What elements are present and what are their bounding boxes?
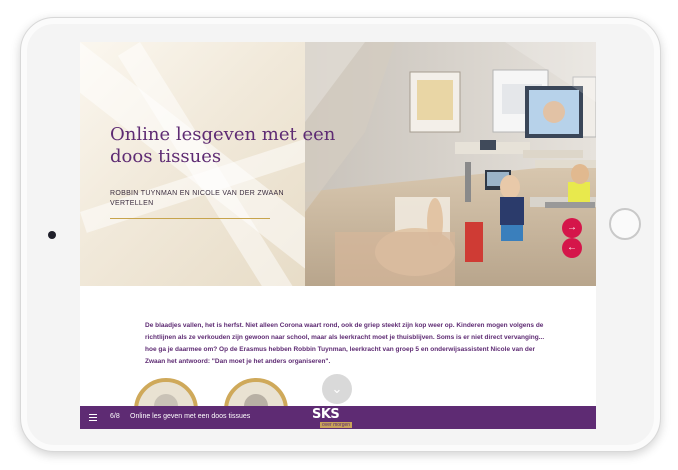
tablet-screen bbox=[80, 42, 596, 429]
current-page-title: Online les geven met een doos tissues bbox=[130, 413, 251, 420]
next-slide-button[interactable] bbox=[562, 218, 582, 238]
logo-tagline: over morgen bbox=[322, 422, 351, 428]
bottom-bar bbox=[80, 406, 596, 429]
chevron-down-icon: ⌄ bbox=[331, 381, 343, 396]
classroom-photo bbox=[305, 42, 596, 286]
arrow-left-icon: ← bbox=[567, 242, 577, 253]
previous-slide-button[interactable] bbox=[562, 238, 582, 258]
intro-paragraph: De blaadjes vallen, het is herfst. Niet alleen Corona waart rond, ook de griep steekt zijn kop weer op. Kinderen mogen volgens de richtlijnen als ze verkouden zijn gewoon naar school, maar als leerkracht moet je thuisblijven. Soms is er niet direct vervanging... hoe ga je daarmee om? Op de Erasmus hebben Robbin Tuynman, leerkracht van groep 5 en onderwijsassistent Nicole van der Zwaan het antwoord: "Dan moet je het anders organiseren". bbox=[145, 321, 545, 365]
logo-text: SKS bbox=[312, 407, 340, 422]
article-title: Online lesgeven met een doos tissues bbox=[110, 124, 336, 167]
sks-logo[interactable] bbox=[312, 407, 362, 429]
scroll-down-button[interactable] bbox=[322, 374, 352, 404]
title-divider bbox=[110, 218, 270, 219]
hero-section bbox=[80, 42, 596, 286]
arrow-right-icon: → bbox=[567, 222, 577, 233]
page-counter: 6/8 bbox=[110, 413, 120, 420]
home-button[interactable] bbox=[609, 208, 641, 240]
article-authors: ROBBIN TUYNMAN EN NICOLE VAN DER ZWAAN VERTELLEN bbox=[110, 190, 284, 207]
camera-icon bbox=[48, 231, 56, 239]
hamburger-menu-icon[interactable] bbox=[89, 414, 97, 423]
